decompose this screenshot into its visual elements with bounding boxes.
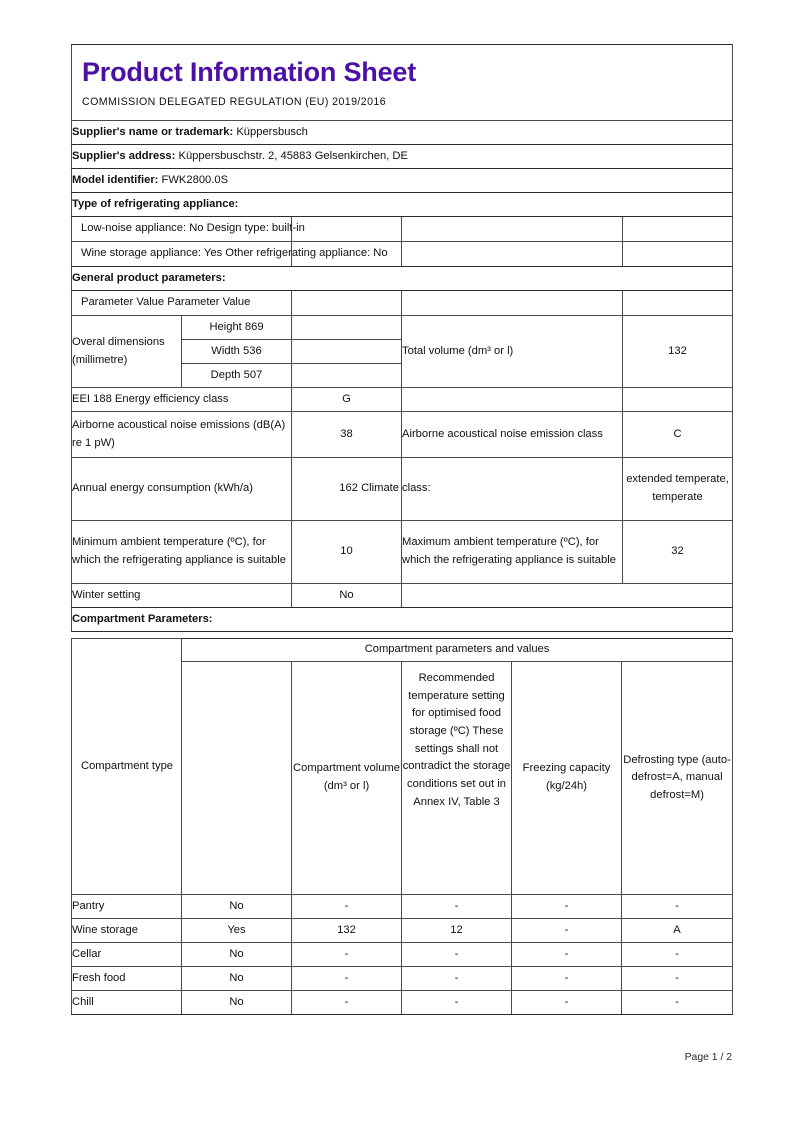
compartment-volume: - [292,967,402,991]
model-identifier-value: FWK2800.0S [161,173,229,186]
low-noise-spacer-a [292,217,402,242]
supplier-address-row [72,145,733,169]
dimension-depth-value: 507 [243,368,263,381]
supplier-name-row [72,121,733,145]
title-row [72,45,733,121]
compartment-temperature: - [402,895,512,919]
dimension-depth-cell [182,364,292,388]
regulation-subtitle: COMMISSION DELEGATED REGULATION (EU) 2019/2016 [82,96,387,109]
compartment-temperature: - [402,991,512,1015]
compartment-freezing: - [512,919,622,943]
compartment-group-header-row [72,639,733,662]
dimension-width-value: 536 [243,344,262,357]
compartment-section-row [72,608,733,632]
compartment-present: No [182,991,292,1015]
eei-spacer-a [402,388,623,412]
page-footer [71,1052,732,1063]
compartment-type: Cellar [72,943,182,967]
eei-row [72,388,733,412]
compartment-defrost-header: Defrosting type (auto-defrost=A, manual defrost=M) [622,662,733,895]
climate-class-label: class: [402,458,623,521]
general-section-label: General product parameters: [72,267,733,291]
low-noise-spacer-c [623,217,733,242]
dimension-depth-name: Depth [210,368,241,381]
compartment-temperature: - [402,967,512,991]
page-title: Product Information Sheet [82,57,417,87]
min-ambient-temp-label: Minimum ambient temperature (ºC), for which the refrigerating appliance is suitable [72,521,292,584]
parameter-value-header-row [72,291,733,316]
airborne-noise-class-value: C [623,412,733,458]
eei-spacer-b [623,388,733,412]
pv-spacer-c [623,291,733,316]
low-noise-text: Low-noise appliance: No Design type: built-in [81,222,305,235]
supplier-address-value: Küppersbuschstr. 2, 45883 Gelsenkirchen, DE [178,149,408,162]
total-volume-value: 132 [623,316,733,388]
compartment-volume: - [292,991,402,1015]
wine-storage-appliance-cell [72,242,388,267]
compartment-parameters-table [71,638,733,1015]
appliance-type-section-row [72,193,733,217]
page-number: Page 1 / 2 [684,1052,732,1063]
model-identifier-row [72,169,733,193]
compartment-freezing: - [512,943,622,967]
annual-energy-value: 162 Climate [339,482,399,495]
overall-dimensions-label: Overal dimensions (millimetre) [72,316,182,388]
low-noise-row [72,217,733,242]
airborne-noise-label: Airborne acoustical noise emissions (dB(A) re 1 pW) [72,412,292,458]
parameter-value-header-cell [72,291,292,316]
parameter-value-header-text: Parameter Value Parameter Value [81,296,251,309]
low-noise-cell [72,217,305,242]
compartment-type: Fresh food [72,967,182,991]
compartment-freezing: - [512,991,622,1015]
compartment-present: No [182,895,292,919]
compartment-temperature-header: Recommended temperature setting for optimised food storage (ºC) These settings shall not contradict the storage conditions set out in Annex IV, Table 3 [402,662,512,895]
compartment-freezing: - [512,967,622,991]
compartment-defrost: - [622,991,733,1015]
compartment-defrost: - [622,895,733,919]
general-section-row [72,267,733,291]
compartment-section-label: Compartment Parameters: [72,608,733,632]
table-row [72,967,733,991]
supplier-name-cell [72,121,733,145]
pv-spacer-a [292,291,402,316]
min-ambient-temp-value: 10 [292,521,402,584]
compartment-freezing: - [512,895,622,919]
airborne-noise-value: 38 [292,412,402,458]
table-row [72,919,733,943]
wine-spacer-c [623,242,733,267]
compartment-type-header: Compartment type [72,639,182,895]
dimension-width-cell [182,340,292,364]
appliance-type-section-label: Type of refrigerating appliance: [72,193,733,217]
compartment-group-header: Compartment parameters and values [182,639,733,662]
model-identifier-cell [72,169,733,193]
dimension-depth-spacer [292,364,402,388]
airborne-noise-class-label: Airborne acoustical noise emission class [402,412,623,458]
compartment-volume: - [292,895,402,919]
dimension-height-value: 869 [244,320,264,333]
compartment-volume: - [292,943,402,967]
dimension-width-spacer [292,340,402,364]
total-volume-label: Total volume (dm³ or l) [402,316,623,388]
annual-energy-row [72,458,733,521]
compartment-defrost: A [622,919,733,943]
airborne-noise-row [72,412,733,458]
eei-label: EEI 188 Energy efficiency class [72,388,292,412]
winter-setting-row [72,584,733,608]
max-ambient-temp-label: Maximum ambient temperature (ºC), for which the refrigerating appliance is suitable [402,521,623,584]
compartment-defrost: - [622,943,733,967]
winter-setting-spacer [402,584,733,608]
compartment-volume-header: Compartment volume (dm³ or l) [292,662,402,895]
compartment-type: Wine storage [72,919,182,943]
annual-energy-label: Annual energy consumption (kWh/a) [72,458,292,521]
dimension-height-row [72,316,733,340]
supplier-name-value: Küppersbusch [236,125,308,138]
model-identifier-label: Model identifier: [72,173,159,186]
compartment-present: No [182,943,292,967]
compartment-present-header [182,662,292,895]
supplier-address-cell [72,145,733,169]
wine-storage-appliance-row [72,242,733,267]
climate-class-value: extended temperate, temperate [623,458,733,521]
compartment-temperature: 12 [402,919,512,943]
compartment-type: Pantry [72,895,182,919]
title-cell [72,45,733,121]
table-row [72,943,733,967]
table-row [72,991,733,1015]
winter-setting-value: No [292,584,402,608]
dimension-height-spacer [292,316,402,340]
compartment-freezing-header: Freezing capacity (kg/24h) [512,662,622,895]
ambient-temperature-row [72,521,733,584]
dimension-width-name: Width [211,344,240,357]
dimension-height-name: Height [209,320,242,333]
compartment-type: Chill [72,991,182,1015]
supplier-name-label: Supplier's name or trademark: [72,125,234,138]
product-information-sheet [71,44,732,1015]
compartment-temperature: - [402,943,512,967]
annual-energy-value-cell [292,458,402,521]
compartment-defrost: - [622,967,733,991]
low-noise-spacer-b [402,217,623,242]
wine-storage-appliance-text: Wine storage appliance: Yes Other refrigerating appliance: No [81,247,388,260]
dimension-height-cell [182,316,292,340]
supplier-address-label: Supplier's address: [72,149,176,162]
pv-spacer-b [402,291,623,316]
general-parameters-table [71,44,733,632]
wine-spacer-b [402,242,623,267]
eei-value: G [292,388,402,412]
winter-setting-label: Winter setting [72,584,292,608]
table-row [72,895,733,919]
compartment-present: Yes [182,919,292,943]
max-ambient-temp-value: 32 [623,521,733,584]
compartment-volume: 132 [292,919,402,943]
compartment-present: No [182,967,292,991]
